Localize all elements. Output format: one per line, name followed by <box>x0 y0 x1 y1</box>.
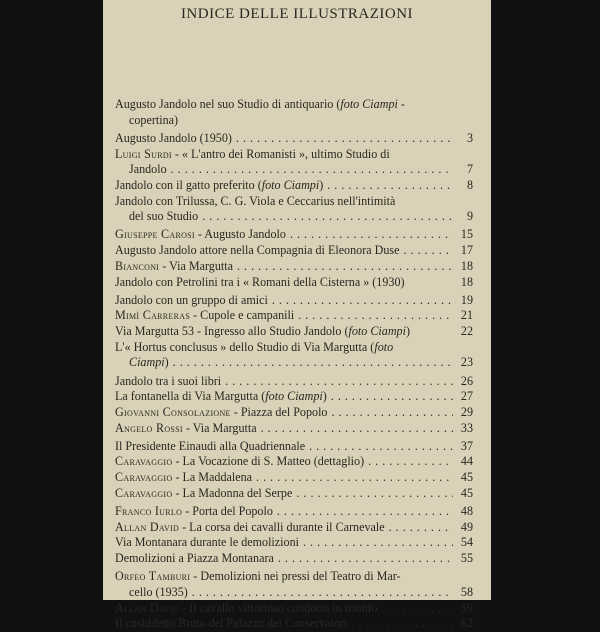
index-entry <box>115 243 473 259</box>
artist-name: Allan David <box>115 519 180 534</box>
dot-leader <box>296 486 453 502</box>
page-number: 48 <box>460 503 473 518</box>
entry-title: Allan David - La corsa dei cavalli durante il Carnevale <box>115 519 385 534</box>
page-number: 17 <box>460 243 473 258</box>
dot-leader <box>237 259 453 275</box>
page-number: 33 <box>460 420 473 435</box>
dot-leader <box>403 243 453 259</box>
entry-title: Giuseppe Carosi - Augusto Jandolo <box>115 227 286 242</box>
page-number: 27 <box>460 389 473 404</box>
index-entry <box>115 421 473 437</box>
artist-name: Giuseppe Carosi <box>115 227 195 242</box>
page-number: 26 <box>460 373 473 388</box>
page-number: 18 <box>460 274 473 289</box>
index-entry <box>115 535 473 551</box>
entry-title: Caravaggio - La Maddalena <box>115 470 253 485</box>
page-number: 18 <box>460 258 473 273</box>
page-number: 54 <box>460 535 473 550</box>
page-number: 44 <box>460 454 473 469</box>
entry-title: Demolizioni a Piazza Montanara <box>115 551 274 566</box>
page-number: 15 <box>460 227 473 242</box>
entry-title: Caravaggio - La Madonna del Serpe <box>115 485 293 500</box>
dot-leader <box>309 439 453 455</box>
entry-title-continued: del suo Studio <box>129 209 199 224</box>
page-number: 7 <box>466 162 473 177</box>
artist-name: Bianconi <box>115 258 160 273</box>
entry-title: Il cosiddetto Bruto del Palazzo dei Conservatori <box>115 616 348 631</box>
page-number: 49 <box>460 519 473 534</box>
entry-title: Angelo Rossi - Via Margutta <box>115 420 257 435</box>
index-entry <box>115 470 473 486</box>
artist-name: Franco Iurlo <box>115 503 183 518</box>
entry-title: Augusto Jandolo (1950) <box>115 130 232 145</box>
artist-name: Luigi Surdi <box>115 146 172 161</box>
entry-title: Via Montanara durante le demolizioni <box>115 535 299 550</box>
dot-leader <box>331 405 453 421</box>
entry-title-continued: Ciampi) <box>129 355 169 370</box>
dot-leader <box>327 178 453 194</box>
page-number: 22 <box>460 324 473 339</box>
entry-title: Il Presidente Einaudi alla Quadriennale <box>115 438 306 453</box>
page-number: 29 <box>460 404 473 419</box>
artist-name: Allan David <box>115 600 180 615</box>
entry-title: Giovanni Consolazione - Piazza del Popolo <box>115 404 328 419</box>
artist-name: Caravaggio <box>115 470 173 485</box>
index-entry <box>115 486 473 502</box>
dot-leader <box>202 209 453 225</box>
index-entry <box>115 551 473 567</box>
entry-title: Jandolo con un gruppo di amici <box>115 292 268 307</box>
dot-leader <box>277 504 453 520</box>
page-number: 9 <box>466 209 473 224</box>
index-entry <box>115 340 473 371</box>
entry-title: Jandolo con Trilussa, C. G. Viola e Ceccarius nell'intimità <box>115 193 396 208</box>
entry-title: Augusto Jandolo attore nella Compagnia di Eleonora Duse <box>115 243 400 258</box>
page-number: 45 <box>460 470 473 485</box>
entry-title-continued: copertina) <box>129 112 179 127</box>
page-number: 23 <box>460 355 473 370</box>
artist-name: Angelo Rossi <box>115 420 183 435</box>
index-entry <box>115 520 473 536</box>
dot-leader <box>382 601 453 617</box>
index-entry <box>115 439 473 455</box>
dot-leader <box>171 162 453 178</box>
dot-leader <box>272 293 453 309</box>
entry-title-continued: Jandolo <box>129 162 167 177</box>
entry-title-continued: cello (1935) <box>129 584 188 599</box>
index-entry <box>115 194 473 225</box>
index-entry <box>115 389 473 405</box>
dot-leader <box>331 389 453 405</box>
index-list <box>115 97 473 632</box>
index-entry <box>115 454 473 470</box>
entry-title: Jandolo con il gatto preferito (foto Ciampi) <box>115 177 324 192</box>
index-entry <box>115 293 473 309</box>
entry-title: Allan David - Il cavallo vittorioso condotto in trionfo <box>115 600 378 615</box>
index-entry <box>115 308 473 324</box>
index-entry <box>115 601 473 617</box>
page-number: 55 <box>460 551 473 566</box>
entry-title: Jandolo con Petrolini tra i « Romani della Cisterna » (1930) <box>115 274 405 289</box>
dot-leader <box>225 374 453 390</box>
dot-leader <box>389 520 453 536</box>
dot-leader <box>173 355 453 371</box>
page-number: 8 <box>466 177 473 192</box>
page-number: 19 <box>460 292 473 307</box>
page-number: 3 <box>466 130 473 145</box>
artist-name: Caravaggio <box>115 485 173 500</box>
index-entry <box>115 227 473 243</box>
entry-title: Luigi Surdi - « L'antro dei Romanisti », ultimo Studio di <box>115 146 390 161</box>
page-number: 62 <box>460 616 473 631</box>
entry-title: Jandolo tra i suoi libri <box>115 373 222 388</box>
dot-leader <box>351 616 453 632</box>
artist-name: Giovanni Consolazione <box>115 404 231 419</box>
page-number: 58 <box>460 584 473 599</box>
entry-title: Bianconi - Via Margutta <box>115 258 233 273</box>
dot-leader <box>290 227 453 243</box>
book-page <box>103 0 491 631</box>
page-number: 21 <box>460 308 473 323</box>
entry-title: Mimì Carreras - Cupole e campanili <box>115 308 295 323</box>
index-entry <box>115 147 473 178</box>
dot-leader <box>192 585 453 601</box>
entry-title: L'« Hortus conclusus » dello Studio di Via Margutta (foto <box>115 339 394 354</box>
index-entry <box>115 405 473 421</box>
entry-title: Augusto Jandolo nel suo Studio di antiquario (foto Ciampi - <box>115 97 405 111</box>
page-number: 59 <box>460 600 473 615</box>
entry-title: Orfeo Tamburi - Demolizioni nei pressi del Teatro di Mar- <box>115 569 401 584</box>
dot-leader <box>298 308 453 324</box>
index-entry <box>115 178 473 194</box>
entry-title: Franco Iurlo - Porta del Popolo <box>115 503 273 518</box>
dot-leader <box>256 470 453 486</box>
artist-name: Mimì Carreras <box>115 308 191 323</box>
entry-title: Caravaggio - La Vocazione di S. Matteo (dettaglio) <box>115 454 365 469</box>
dot-leader <box>368 454 453 470</box>
index-entry <box>115 504 473 520</box>
index-entry <box>115 569 473 600</box>
index-entry <box>115 259 473 275</box>
index-entry <box>115 324 473 340</box>
dot-leader <box>261 421 453 437</box>
page-number: 37 <box>460 438 473 453</box>
entry-title: La fontanella di Via Margutta (foto Ciampi) <box>115 389 327 404</box>
dot-leader <box>236 131 453 147</box>
index-entry <box>115 275 473 291</box>
artist-name: Orfeo Tamburi <box>115 569 191 584</box>
index-entry <box>115 97 473 128</box>
page-title: INDICE DELLE ILLUSTRAZIONI <box>180 6 414 22</box>
dot-leader <box>278 551 453 567</box>
index-entry <box>115 374 473 390</box>
artist-name: Caravaggio <box>115 454 173 469</box>
entry-title: Via Margutta 53 - Ingresso allo Studio Jandolo (foto Ciampi) <box>115 324 410 339</box>
page-number: 45 <box>460 485 473 500</box>
index-entry <box>115 616 473 632</box>
index-entry <box>115 131 473 147</box>
dot-leader <box>303 535 453 551</box>
